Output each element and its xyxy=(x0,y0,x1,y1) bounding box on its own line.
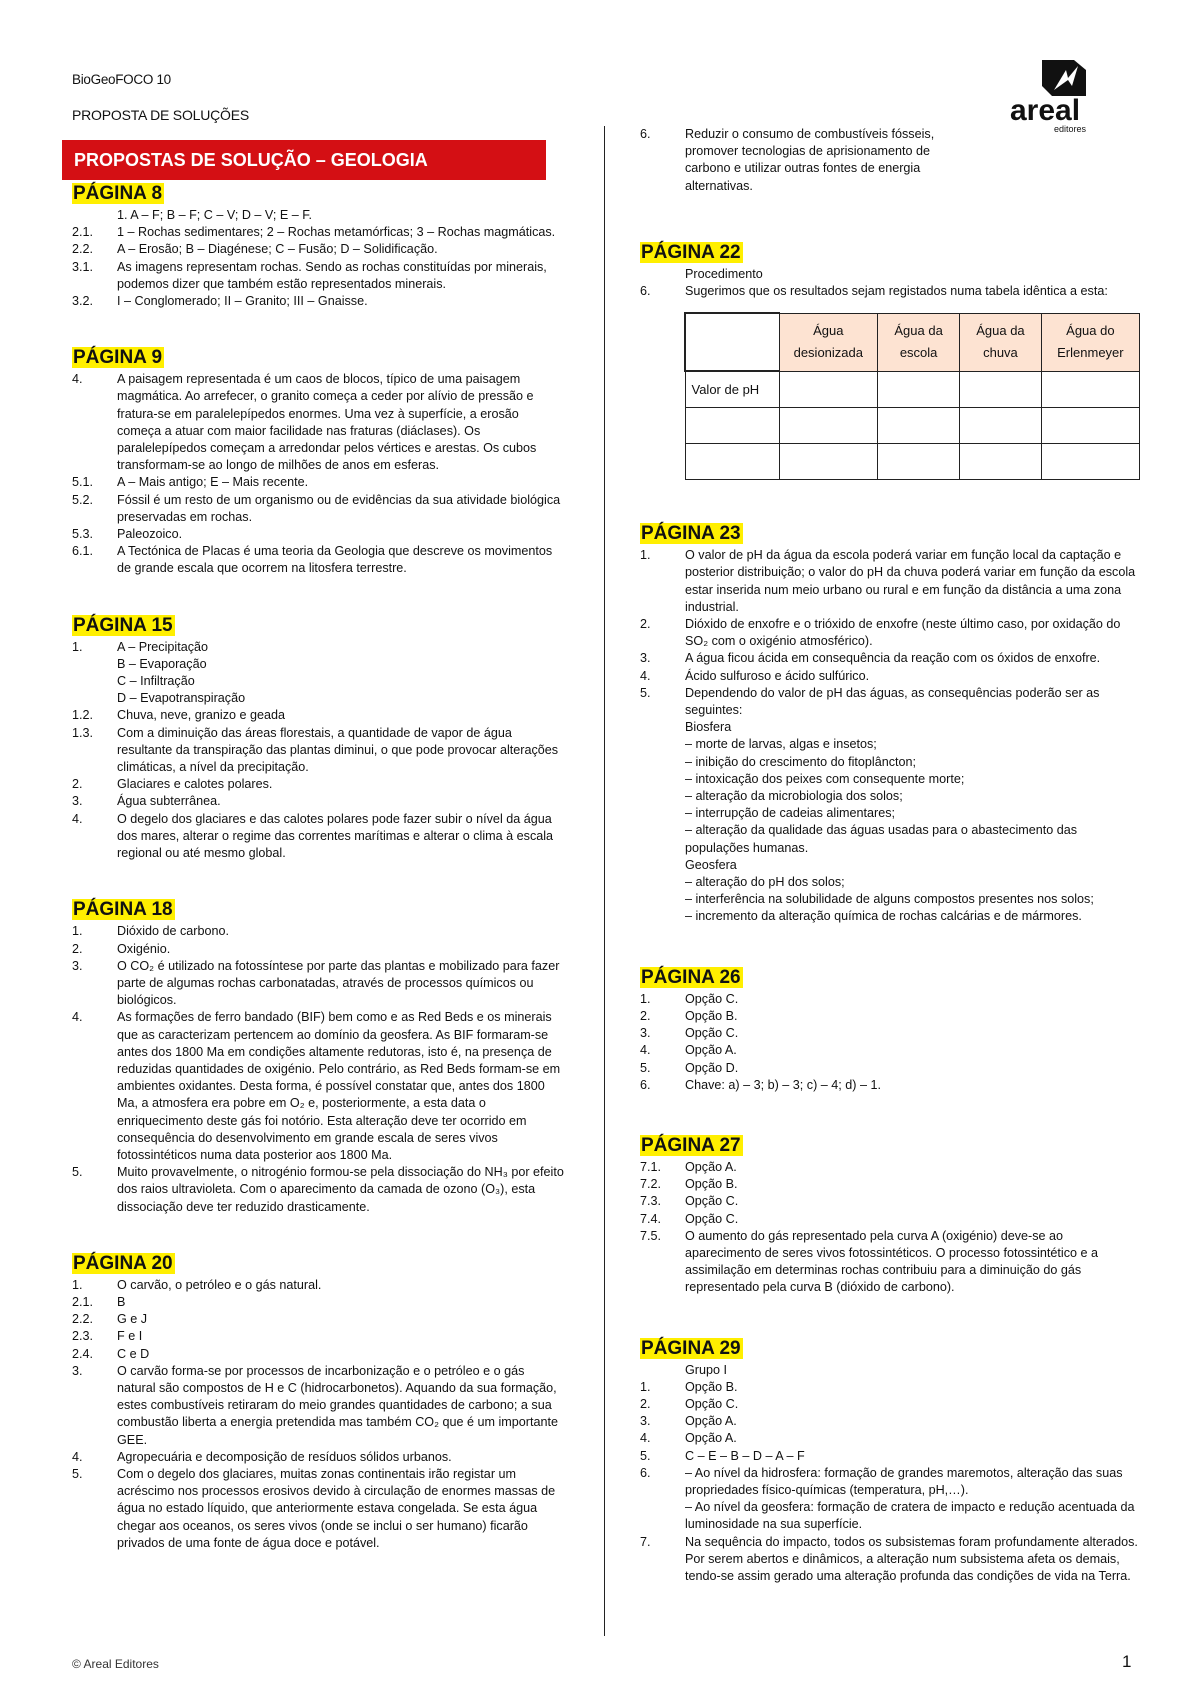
item-number: 6. xyxy=(640,1465,651,1480)
list-item xyxy=(640,668,1140,685)
item-text: Geosfera xyxy=(685,857,737,872)
list-item xyxy=(72,293,566,310)
list-item xyxy=(72,673,566,690)
item-number xyxy=(640,1499,685,1533)
item-number xyxy=(640,771,685,788)
table-row xyxy=(685,408,1140,444)
item-text: Paleozoico. xyxy=(117,527,183,542)
item-number xyxy=(640,874,685,891)
item-text: – incremento da alteração química de rochas calcárias e de mármores. xyxy=(685,909,1082,924)
table-cell xyxy=(1041,444,1139,480)
table-cell xyxy=(878,408,960,444)
list-item xyxy=(72,923,566,940)
list-item xyxy=(640,719,1140,736)
item-text: A – Erosão; B – Diagénese; C – Fusão; D – Solidificação. xyxy=(117,242,438,257)
section-p-gina-26 xyxy=(640,966,1140,1094)
item-text: Opção C. xyxy=(685,1194,739,1209)
item-text: Chuva, neve, granizo e geada xyxy=(117,708,286,723)
areal-logo-icon xyxy=(1008,56,1116,136)
item-text: Opção A. xyxy=(685,1159,737,1174)
item-text: – inibição do crescimento do fitoplâncton; xyxy=(685,754,917,769)
list-item xyxy=(72,725,566,777)
list-item xyxy=(72,1294,566,1311)
item-number: 3. xyxy=(72,1363,83,1378)
item-number: 3. xyxy=(640,1414,651,1429)
list-item xyxy=(640,1193,1140,1210)
item-text: Dióxido de enxofre e o trióxido de enxofre (neste último caso, por oxidação do SO₂ com o oxigénio atmosférico). xyxy=(685,617,1121,649)
list-item xyxy=(72,1466,566,1552)
table-cell xyxy=(779,408,878,444)
header-cell: Água da escola xyxy=(878,313,960,371)
list-item xyxy=(640,1077,1140,1094)
item-text: B xyxy=(117,1294,126,1309)
list-item xyxy=(640,1379,1140,1396)
table-cell xyxy=(960,371,1042,408)
section-title: PÁGINA 26 xyxy=(641,966,741,988)
list-item xyxy=(72,690,566,707)
list-item xyxy=(72,941,566,958)
section-pagina-22 xyxy=(640,241,1140,480)
table-cell xyxy=(685,408,779,444)
table-cell xyxy=(685,444,779,480)
list-item xyxy=(640,1448,1140,1465)
section-p-gina-29 xyxy=(640,1337,1140,1586)
list-item xyxy=(640,283,1140,300)
header-cell: Água desionizada xyxy=(779,313,878,371)
item-number: 5.1. xyxy=(72,475,94,490)
section-title: PÁGINA 20 xyxy=(73,1252,173,1274)
item-text: Opção B. xyxy=(685,1379,738,1394)
item-number xyxy=(640,822,685,856)
page-number: 1 xyxy=(1122,1652,1132,1671)
column-divider xyxy=(604,126,605,1636)
item-number: 5.2. xyxy=(72,492,94,507)
list-item xyxy=(72,1363,566,1449)
item-text: O carvão, o petróleo e o gás natural. xyxy=(117,1277,322,1292)
item-text: – interrupção de cadeias alimentares; xyxy=(685,806,896,821)
item-text: – alteração do pH dos solos; xyxy=(685,875,845,890)
item-text: Ácido sulfuroso e ácido sulfúrico. xyxy=(685,668,870,683)
item-number: 1. xyxy=(640,991,651,1006)
list-item xyxy=(72,656,566,673)
item-text: Grupo I xyxy=(685,1362,727,1377)
list-item xyxy=(72,543,566,577)
list-item xyxy=(72,492,566,526)
list-item xyxy=(640,685,1140,719)
item-text: – alteração da microbiologia dos solos; xyxy=(685,789,903,804)
list-item xyxy=(72,707,566,724)
item-text: Glaciares e calotes polares. xyxy=(117,777,273,792)
item-text: Biosfera xyxy=(685,720,732,735)
item-text: F e I xyxy=(117,1329,143,1344)
item-number: 3.2. xyxy=(72,294,94,309)
item-text: Opção C. xyxy=(685,1396,739,1411)
item-text: Opção A. xyxy=(685,1431,737,1446)
item-number: 1.2. xyxy=(72,708,94,723)
list-item xyxy=(72,1277,566,1294)
item-text: 1. A – F; B – F; C – V; D – V; E – F. xyxy=(117,208,313,222)
item-number: 4. xyxy=(72,811,83,826)
header-cell: Água da chuva xyxy=(960,313,1042,371)
list-item xyxy=(640,650,1140,667)
item-number: 6.1. xyxy=(72,544,94,559)
section-title: PÁGINA 9 xyxy=(73,347,163,369)
item-text: D – Evapotranspiração xyxy=(117,691,246,706)
section-p-gina-15 xyxy=(72,614,566,863)
item-text: – morte de larvas, algas e insetos; xyxy=(685,737,877,752)
item-number: 2.1. xyxy=(72,1294,94,1309)
areal-logo xyxy=(1008,56,1116,136)
item-text: Oxigénio. xyxy=(117,941,171,956)
list-item xyxy=(72,1346,566,1363)
item-number xyxy=(72,673,117,690)
item-text: A – Precipitação xyxy=(117,639,209,654)
item-text: Opção D. xyxy=(685,1060,739,1075)
item-text: Opção C. xyxy=(685,1211,739,1226)
left-column xyxy=(72,182,566,1552)
header-cell: Água do Erlenmeyer xyxy=(1041,313,1139,371)
procedure-label: Procedimento xyxy=(685,266,763,281)
item-text: G e J xyxy=(117,1312,148,1327)
section-p-gina-23 xyxy=(640,522,1140,925)
list-item xyxy=(72,776,566,793)
item-number: 2. xyxy=(72,941,83,956)
item-number xyxy=(640,788,685,805)
item-number: 1. xyxy=(72,924,83,939)
section-title: PÁGINA 15 xyxy=(73,614,173,636)
list-item xyxy=(72,241,566,258)
section-title: PÁGINA 8 xyxy=(73,183,163,204)
item-text: A água ficou ácida em consequência da reação com os óxidos de enxofre. xyxy=(685,651,1101,666)
item-number: 5. xyxy=(72,1466,83,1481)
logo-wordmark: areal xyxy=(1010,94,1081,127)
table-cell xyxy=(1041,371,1139,408)
item-text: Fóssil é um resto de um organismo ou de evidências da sua atividade biológica preservadas em rochas. xyxy=(117,492,561,524)
table-cell xyxy=(960,444,1042,480)
item-text: – alteração da qualidade das águas usadas para o abastecimento das populações humanas. xyxy=(685,823,1078,855)
item-text: C – Infiltração xyxy=(117,674,195,689)
item-number xyxy=(72,656,117,673)
table-cell xyxy=(1041,408,1139,444)
list-item xyxy=(640,1025,1140,1042)
list-item xyxy=(640,266,1140,283)
item-text: Opção B. xyxy=(685,1008,738,1023)
table-header-row xyxy=(685,313,1140,371)
item-number xyxy=(72,207,117,224)
list-item xyxy=(72,1009,566,1164)
list-item xyxy=(640,1396,1140,1413)
item-text: As formações de ferro bandado (BIF) bem como e as Red Beds e os minerais que as caracterizam pertencem ao domínio da geosfera. As BIF formaram-se antes dos 1800 Ma em condições altamente redutoras, isto é, na presença de reduzidas quantidades de oxigénio. Pelo contrário, as Red Beds formam-se em ambientes oxidantes. Desta forma, é possível constatar que, antes dos 1800 Ma, a atmosfera era pobre em O₂ e, posteriormente, a esta data o enriquecimento deste gás foi notório. Esta alteração deve ter ocorrido em consequência do desenvolvimento em grande escala de seres vivos fotossintéticos numa data posterior aos 1800 Ma. xyxy=(117,1010,561,1162)
item-number: 5. xyxy=(640,685,651,700)
table-cell xyxy=(960,408,1042,444)
item-number: 2. xyxy=(640,1396,651,1411)
section-banner: PROPOSTAS DE SOLUÇÃO – GEOLOGIA xyxy=(62,140,546,180)
item-number: 1. xyxy=(640,548,651,563)
list-item xyxy=(640,1465,1140,1499)
section-title: PÁGINA 29 xyxy=(641,1337,741,1359)
item-number: 1. xyxy=(72,639,83,654)
list-item xyxy=(640,754,1140,771)
item-text: Opção A. xyxy=(685,1043,737,1058)
list-item xyxy=(640,547,1140,616)
item-number: 2.4. xyxy=(72,1346,94,1361)
section-p-gina-8 xyxy=(72,182,566,310)
item-text: Opção A. xyxy=(685,1414,737,1429)
list-item xyxy=(640,857,1140,874)
list-item xyxy=(72,1164,566,1216)
list-item xyxy=(640,1413,1140,1430)
section-p-gina-9 xyxy=(72,346,566,577)
list-item xyxy=(72,1449,566,1466)
item-text: Opção C. xyxy=(685,991,739,1006)
section-title: PÁGINA 22 xyxy=(641,241,741,263)
item-number: 3. xyxy=(72,958,83,973)
item-text: I – Conglomerado; II – Granito; III – Gnaisse. xyxy=(117,294,368,309)
item-number: 4. xyxy=(72,1449,83,1464)
item-number: 2.3. xyxy=(72,1329,94,1344)
item-text: Chave: a) – 3; b) – 3; c) – 4; d) – 1. xyxy=(685,1077,882,1092)
table-row xyxy=(685,444,1140,480)
item-text: O aumento do gás representado pela curva A (oxigénio) deve-se ao aparecimento de seres vivos fotossintéticos. O processo fotossintético e a assimilação em determinas rochas contribuiu para a diminuição do gás representado pela curva B (dióxido de carbono). xyxy=(685,1228,1098,1295)
item-number: 4. xyxy=(72,372,83,387)
list-item xyxy=(640,126,1140,195)
item-text: C e D xyxy=(117,1346,150,1361)
list-item xyxy=(640,991,1140,1008)
list-item xyxy=(72,371,566,474)
item-number: 7.1. xyxy=(640,1159,662,1174)
item-number: 2.2. xyxy=(72,1312,94,1327)
item-number: 5. xyxy=(640,1448,651,1463)
item-number: 2. xyxy=(640,1008,651,1023)
item-text: O valor de pH da água da escola poderá variar em função local da captação e posterior distribuição; o valor do pH da chuva poderá variar em função da escola estar inserida num meio urbano ou rural e em função da distância a uma zona industrial. xyxy=(685,548,1136,614)
item-number xyxy=(640,857,685,874)
item-text: Opção B. xyxy=(685,1177,738,1192)
item-number: 4. xyxy=(640,1043,651,1058)
item-number: 1. xyxy=(72,1277,83,1292)
item-number: 2. xyxy=(72,777,83,792)
item-number: 4. xyxy=(640,1431,651,1446)
item-text: – interferência na solubilidade de alguns compostos presentes nos solos; xyxy=(685,892,1094,907)
list-item xyxy=(640,874,1140,891)
row-label: Valor de pH xyxy=(685,371,779,408)
item-number: 6. xyxy=(640,284,651,299)
document-subtitle: PROPOSTA DE SOLUÇÕES xyxy=(72,107,250,123)
list-item xyxy=(72,224,566,241)
item-text: O CO₂ é utilizado na fotossíntese por parte das plantas e mobilizado para fazer parte de algumas rochas carbonatadas, através de processos químicos ou biológicos. xyxy=(117,958,560,1008)
item-number: 3.1. xyxy=(72,259,94,274)
item-text: A paisagem representada é um caos de blocos, típico de uma paisagem magmática. Ao arrefecer, o granito começa a ceder por alívio de pressão e fratura-se em paralelepípedos enormes. Uma vez à superfície, a erosão começa a atuar com maior facilidade nas fraturas (diáclases). Os paralelepípedos começam a arredondar pelos vértices e arestas. Os cubos transformam-se ao longo de milhões de anos em esferas. xyxy=(117,372,537,473)
table-cell xyxy=(779,371,878,408)
item-text: Com o degelo dos glaciares, muitas zonas continentais irão registar um acréscimo nos processos erosivos devido à circulação de enormes massas de água no estado líquido, que anteriormente estava congelada. Se esta água chegar aos oceanos, os seres vivos (onde se inclui o ser humano) ficarão privados de uma fonte de água doce e potável. xyxy=(117,1466,556,1550)
item-number xyxy=(640,719,685,736)
table-row xyxy=(685,371,1140,408)
item-number xyxy=(72,690,117,707)
table-cell xyxy=(878,444,960,480)
list-item xyxy=(640,822,1140,856)
list-item xyxy=(72,1311,566,1328)
list-item xyxy=(640,1042,1140,1059)
empty-header-cell xyxy=(685,313,779,371)
item-number: 6. xyxy=(640,1077,651,1092)
item-number: 2. xyxy=(640,617,651,632)
list-item xyxy=(72,474,566,491)
right-column xyxy=(640,126,1140,1585)
item-number: 6. xyxy=(640,127,651,141)
list-item xyxy=(640,908,1140,925)
item-text: A Tectónica de Placas é uma teoria da Geologia que descreve os movimentos de grande escala que ocorrem na litosfera terrestre. xyxy=(117,544,553,576)
list-item xyxy=(640,1362,1140,1379)
list-item xyxy=(640,805,1140,822)
item-number: 7.5. xyxy=(640,1228,662,1243)
item-number: 2.2. xyxy=(72,242,94,257)
list-item xyxy=(72,958,566,1010)
list-item xyxy=(640,1534,1140,1586)
item-text: B – Evaporação xyxy=(117,656,207,671)
list-item xyxy=(640,616,1140,650)
list-item xyxy=(640,1060,1140,1077)
section-p-gina-18 xyxy=(72,898,566,1215)
item-text: O degelo dos glaciares e das calotes polares pode fazer subir o nível da água dos mares, alterar o regime das correntes marítimas e alterar o clima à escala regional ou até mesmo global. xyxy=(117,811,554,861)
item-text: Na sequência do impacto, todos os subsistemas foram profundamente alterados. Por serem abertos e dinâmicos, a alteração num subsistema afeta os demais, tendo-se assim gerado uma alteração profunda das condições de vida na Terra. xyxy=(685,1534,1138,1583)
item-number: 3. xyxy=(640,651,651,666)
list-item xyxy=(72,811,566,863)
item-number: 7.3. xyxy=(640,1194,662,1209)
list-item xyxy=(640,1430,1140,1447)
item-number: 7. xyxy=(640,1534,651,1549)
logo-subtext: editores xyxy=(1054,124,1087,134)
item-text: Opção C. xyxy=(685,1026,739,1041)
list-item xyxy=(640,1228,1140,1297)
item-number: 2.1. xyxy=(72,225,94,240)
list-item xyxy=(640,1176,1140,1193)
item-text: Reduzir o consumo de combustíveis fósseis, promover tecnologias de aprisionamento de carbono e utilizar outras fontes de energia alternativas. xyxy=(685,127,935,193)
item-text: – Ao nível da hidrosfera: formação de grandes maremotos, alteração das suas propriedades físico-químicas (temperatura, pH,…). xyxy=(685,1465,1123,1497)
list-item xyxy=(640,1211,1140,1228)
list-item xyxy=(72,639,566,656)
item-number: 5. xyxy=(72,1165,83,1180)
item-number xyxy=(640,805,685,822)
list-item xyxy=(640,1499,1140,1533)
item-text: – Ao nível da geosfera: formação de cratera de impacto e redução acentuada da luminosidade na sua superfície. xyxy=(685,1500,1135,1532)
ph-table xyxy=(684,312,1140,480)
list-item xyxy=(72,1328,566,1345)
series-title: BioGeoFOCO 10 xyxy=(72,72,171,87)
section-p-gina-20 xyxy=(72,1252,566,1552)
item-number xyxy=(640,908,685,925)
item-text: O carvão forma-se por processos de incarbonização e o petróleo e o gás natural são compostos de H e C (hidrocarbonetos). Aquando da sua formação, estes combustíveis retiraram do meio grandes quantidades de carbono; a sua combustão liberta a energia pretendida mas também CO₂ que é um importante GEE. xyxy=(117,1363,559,1447)
item-number: 5. xyxy=(640,1060,651,1075)
item-number: 4. xyxy=(640,668,651,683)
list-item xyxy=(640,771,1140,788)
list-item xyxy=(640,891,1140,908)
item-number: 1.3. xyxy=(72,725,94,740)
list-item xyxy=(640,788,1140,805)
item-text: 1 – Rochas sedimentares; 2 – Rochas metamórficas; 3 – Rochas magmáticas. xyxy=(117,225,556,240)
section-p-gina-27 xyxy=(640,1134,1140,1297)
item-text: Agropecuária e decomposição de resíduos sólidos urbanos. xyxy=(117,1449,452,1464)
list-item xyxy=(640,1159,1140,1176)
item-number xyxy=(640,1362,685,1379)
item-text: Muito provavelmente, o nitrogénio formou-se pela dissociação do NH₃ por efeito dos raios ultravioleta. Com o aparecimento da camada de ozono (O₃), esta dissociação deve ter reduzido drasticamente. xyxy=(117,1165,564,1214)
item-text: Dependendo do valor de pH das águas, as consequências poderão ser as seguintes: xyxy=(685,685,1100,718)
item-text: A – Mais antigo; E – Mais recente. xyxy=(117,475,309,490)
item-text: Água subterrânea. xyxy=(117,794,221,809)
table-cell xyxy=(779,444,878,480)
item-text: Com a diminuição das áreas florestais, a quantidade de vapor de água resultante da transpiração das plantas diminui, o que pode provocar alterações climáticas, a nível da precipitação. xyxy=(117,725,559,775)
list-item xyxy=(640,736,1140,753)
item-text: As imagens representam rochas. Sendo as rochas constituídas por minerais, podemos dizer que também estão representados minerais. xyxy=(117,259,547,291)
item-number: 7.4. xyxy=(640,1211,662,1226)
item-text: Sugerimos que os resultados sejam registados numa tabela idêntica a esta: xyxy=(685,284,1108,299)
item-number: 1. xyxy=(640,1379,651,1394)
item-number: 5.3. xyxy=(72,527,94,542)
table-cell xyxy=(878,371,960,408)
item-number: 3. xyxy=(72,794,83,809)
item-number: 7.2. xyxy=(640,1177,662,1192)
item-text: C – E – B – D – A – F xyxy=(685,1448,805,1463)
item-number: 4. xyxy=(72,1010,83,1025)
item-number xyxy=(640,736,685,753)
item-text: – intoxicação dos peixes com consequente morte; xyxy=(685,771,965,786)
copyright: © Areal Editores xyxy=(72,1657,159,1671)
list-item xyxy=(72,207,566,224)
item-text: Dióxido de carbono. xyxy=(117,924,230,939)
list-item xyxy=(72,793,566,810)
list-item xyxy=(640,1008,1140,1025)
item-number: 3. xyxy=(640,1026,651,1041)
list-item xyxy=(72,526,566,543)
list-item xyxy=(72,259,566,293)
item-number xyxy=(640,891,685,908)
item-number xyxy=(640,754,685,771)
section-title: PÁGINA 18 xyxy=(73,899,173,921)
section-title: PÁGINA 23 xyxy=(641,523,741,545)
section-title: PÁGINA 27 xyxy=(641,1134,741,1156)
